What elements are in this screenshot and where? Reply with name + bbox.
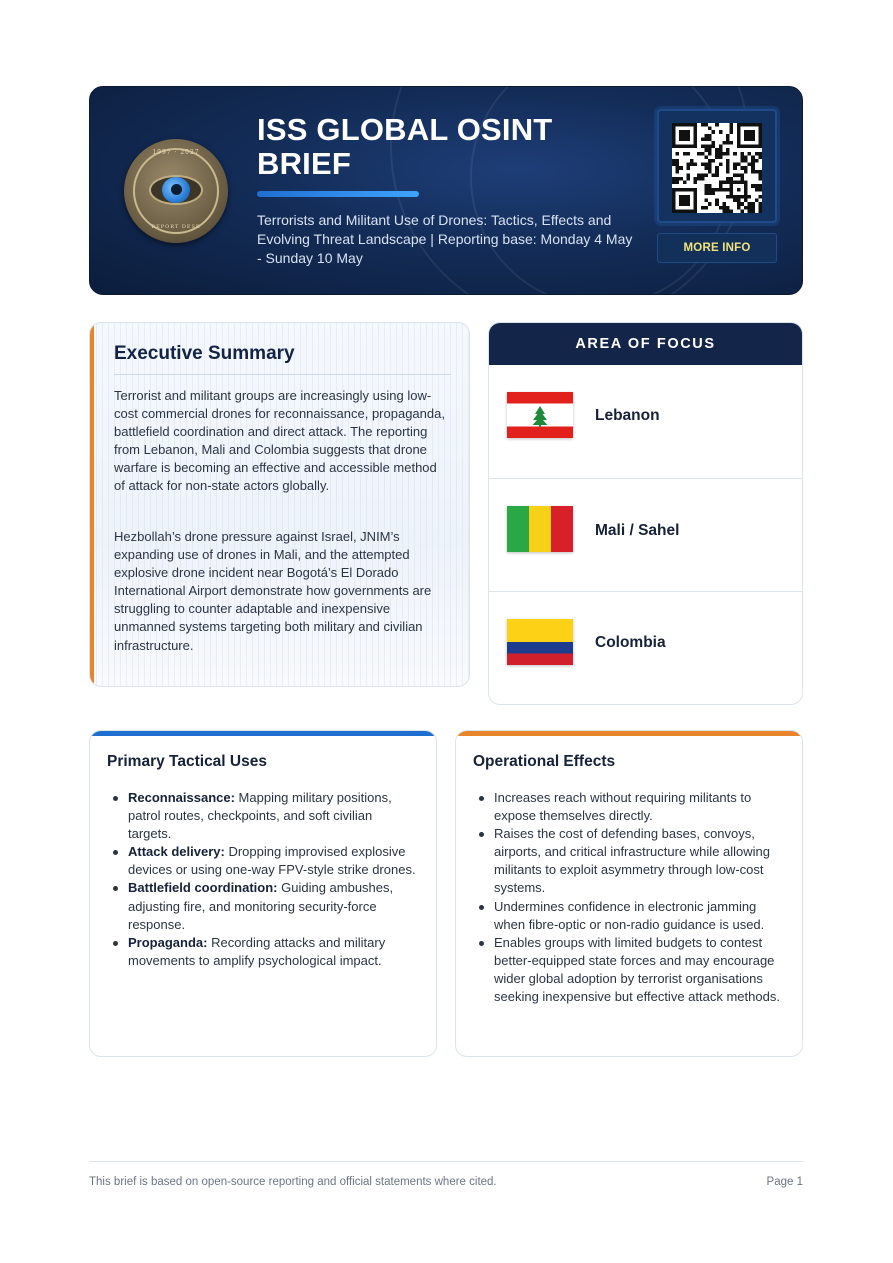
header-banner xyxy=(89,86,803,295)
title-underline xyxy=(257,191,419,197)
footer-note: This brief is based on open-source reporting and official statements where cited. xyxy=(89,1176,497,1188)
tactical-uses-list xyxy=(128,789,418,970)
focus-row-colombia xyxy=(489,591,803,705)
mali-flag-icon xyxy=(507,506,573,552)
page-subtitle: Terrorists and Militant Use of Drones: Tactics, Effects and Evolving Threat Landscape | Reporting base: Monday 4 May - Sunday 10 May xyxy=(257,212,633,266)
card-accent-bar xyxy=(90,731,436,736)
card-heading: Operational Effects xyxy=(473,753,616,770)
list-item: Reconnaissance: Mapping military positions, patrol routes, checkpoints, and soft civilian targets. xyxy=(128,789,418,843)
executive-summary-paragraph: Terrorist and militant groups are increasingly using low-cost commercial drones for reconnaissance, propaganda, battlefield coordination and direct attack. The reporting from Lebanon, Mali and Colombia suggests that drone warfare is becoming an effective and accessible method of attack for non-state actors globally. xyxy=(114,388,445,494)
executive-summary-heading: Executive Summary xyxy=(114,343,295,364)
list-item: Enables groups with limited budgets to contest better-equipped state forces and may encourage wider global adoption by terrorist organisations seeking inexpensive but effective attack methods. xyxy=(494,934,784,1006)
divider xyxy=(114,374,451,375)
operational-effects-card xyxy=(455,730,803,1057)
list-item: Raises the cost of defending bases, convoys, airports, and critical infrastructure while allowing militants to exploit asymmetry through low-cost systems. xyxy=(494,825,784,897)
report-desk-seal-logo: 1997 · 2027 REPORT DESK xyxy=(124,139,228,243)
area-of-focus-heading: AREA OF FOCUS xyxy=(489,323,802,365)
card-heading: Primary Tactical Uses xyxy=(107,753,267,770)
list-item: Attack delivery: Dropping improvised explosive devices or using one-way FPV-style strike drones. xyxy=(128,843,418,879)
page-number: Page 1 xyxy=(766,1176,803,1188)
country-name: Mali / Sahel xyxy=(595,522,680,539)
operational-effects-list xyxy=(494,789,784,1006)
primary-tactical-uses-card xyxy=(89,730,437,1057)
focus-row-mali xyxy=(489,478,803,592)
area-of-focus-panel xyxy=(488,322,803,705)
footer-divider xyxy=(89,1161,803,1162)
lebanon-flag-icon xyxy=(507,392,573,438)
colombia-flag-icon xyxy=(507,619,573,665)
more-info-button[interactable]: MORE INFO xyxy=(657,233,777,263)
page-title: ISS GLOBAL OSINT BRIEF xyxy=(257,112,553,181)
executive-summary-paragraph: Hezbollah’s drone pressure against Israel, JNIM’s expanding use of drones in Mali, and the attempted explosive drone incident near Bogotá’s El Dorado International Airport demonstrate how governments are struggling to counter adaptable and inexpensive unmanned systems targeting both military and civilian infrastructure. xyxy=(114,529,432,653)
qr-code-icon xyxy=(672,123,762,213)
country-name: Lebanon xyxy=(595,407,660,424)
qr-code[interactable] xyxy=(657,109,777,223)
executive-summary-panel xyxy=(89,322,470,687)
focus-row-lebanon xyxy=(489,365,803,478)
list-item: Undermines confidence in electronic jamming when fibre-optic or non-radio guidance is used. xyxy=(494,898,784,934)
card-accent-bar xyxy=(456,731,802,736)
list-item: Battlefield coordination: Guiding ambushes, adjusting fire, and monitoring security-force response. xyxy=(128,879,418,933)
country-name: Colombia xyxy=(595,634,666,651)
list-item: Propaganda: Recording attacks and military movements to amplify psychological impact. xyxy=(128,934,418,970)
list-item: Increases reach without requiring militants to expose themselves directly. xyxy=(494,789,784,825)
